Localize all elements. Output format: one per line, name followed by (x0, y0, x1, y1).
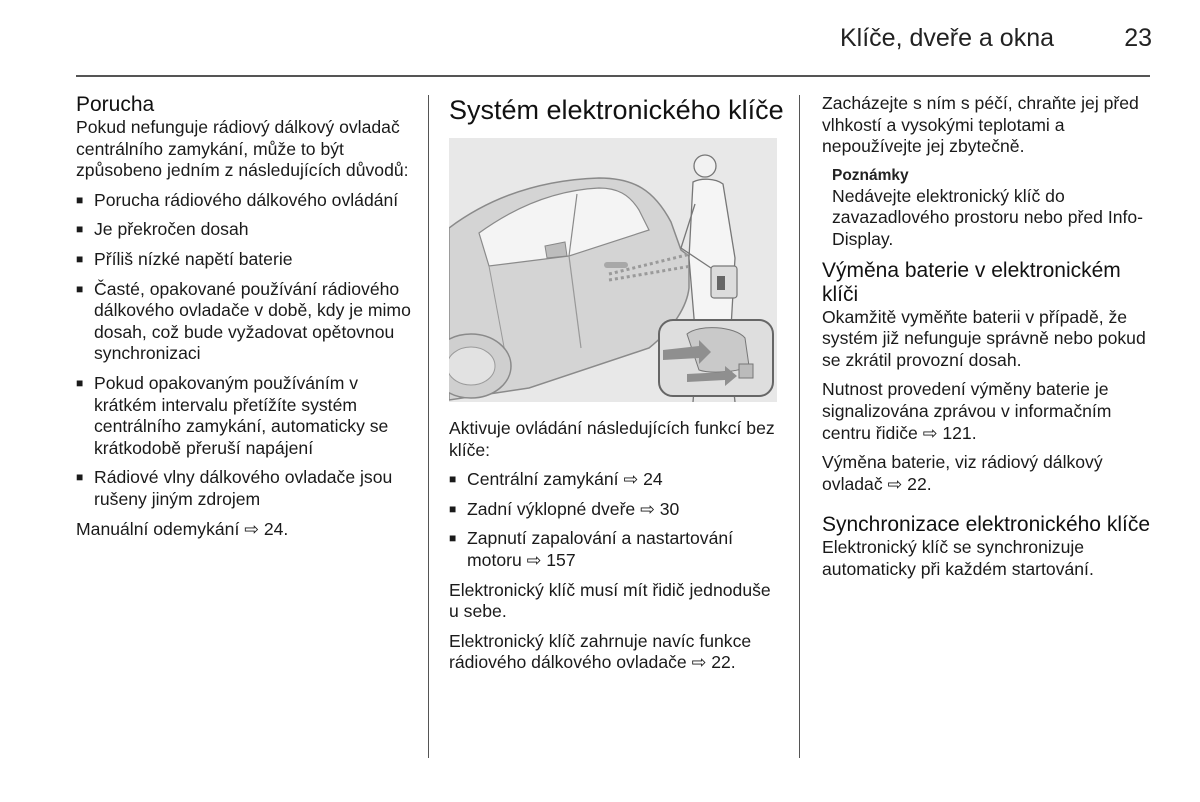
list-item: ■ Časté, opakované používání rádiového dálkového ovladače v době, kdy je mimo dosah, což bude vyžadovat opětovnou synchronizaci (76, 279, 411, 365)
column-divider-2 (799, 95, 800, 758)
column-right (822, 93, 1152, 589)
section-heading-synchronization: Synchronizace elektronického klíče (822, 513, 1151, 537)
header-divider (76, 75, 1150, 77)
list-item: ■ Centrální zamykání ⇨ 24 (449, 469, 784, 491)
section-heading-porucha: Porucha (76, 93, 155, 116)
list-item: ■ Porucha rádiového dálkového ovládání (76, 190, 411, 212)
care-paragraph: Zacházejte s ním s péčí, chraňte jej před vlhkostí a vysokými teplotami a nepoužívejte jej zbytečně. (822, 93, 1139, 157)
column-middle (449, 93, 784, 682)
battery-paragraph-1: Okamžitě vyměňte baterii v případě, že systém již nefunguje správně nebo pokud se zkrátil provozní dosah. (822, 306, 1146, 370)
note-block (832, 166, 1152, 251)
electronic-key-illustration (449, 138, 777, 402)
car-and-person-drawing (449, 138, 777, 402)
electronic-key-bullet-list (449, 469, 784, 571)
porucha-intro: Pokud nefunguje rádiový dálkový ovladač centrálního zamykání, může to být způsobeno jedním z následujících důvodů: (76, 117, 409, 181)
electronic-key-intro: Aktivuje ovládání následujících funkcí bez klíče: (449, 418, 775, 460)
list-item: ■ Je překročen dosah (76, 219, 411, 241)
column-divider-1 (428, 95, 429, 758)
porucha-outro: Manuální odemykání ⇨ 24. (76, 518, 289, 539)
list-item: ■ Příliš nízké napětí baterie (76, 249, 411, 271)
section-heading-electronic-key: Systém elektronického klíče (449, 95, 784, 125)
synchronization-paragraph: Elektronický klíč se synchronizuje automaticky při každém startování. (822, 537, 1094, 579)
page-header-title: Klíče, dveře a okna (839, 24, 1054, 52)
porucha-bullet-list (76, 190, 411, 511)
list-item: ■ Pokud opakovaným používáním v krátkém intervalu přetížíte systém centrálního zamykání, automaticky se krátkodobě přeruší napájení (76, 373, 411, 459)
electronic-key-paragraph-2: Elektronický klíč zahrnuje navíc funkce rádiového dálkového ovladače ⇨ 22. (449, 630, 752, 673)
page-number: 23 (1124, 24, 1152, 52)
note-text: Nedávejte elektronický klíč do zavazadlového prostoru nebo před Info-Display. (832, 185, 1144, 249)
section-heading-battery-replacement: Výměna baterie v elektronickém klíči (822, 258, 1121, 306)
list-item: ■ Zapnutí zapalování a nastartování motoru ⇨ 157 (449, 528, 784, 571)
column-left (76, 93, 411, 548)
note-title: Poznámky (832, 166, 909, 184)
electronic-key-paragraph-1: Elektronický klíč musí mít řidič jednoduše u sebe. (449, 579, 771, 622)
battery-paragraph-3: Výměna baterie, viz rádiový dálkový ovladač ⇨ 22. (822, 452, 1103, 494)
list-item: ■ Zadní výklopné dveře ⇨ 30 (449, 499, 784, 521)
list-item: ■ Rádiové vlny dálkového ovladače jsou rušeny jiným zdrojem (76, 467, 411, 510)
battery-paragraph-2: Nutnost provedení výměny baterie je signalizována zprávou v informačním centru řidiče ⇨ 121. (822, 379, 1112, 443)
